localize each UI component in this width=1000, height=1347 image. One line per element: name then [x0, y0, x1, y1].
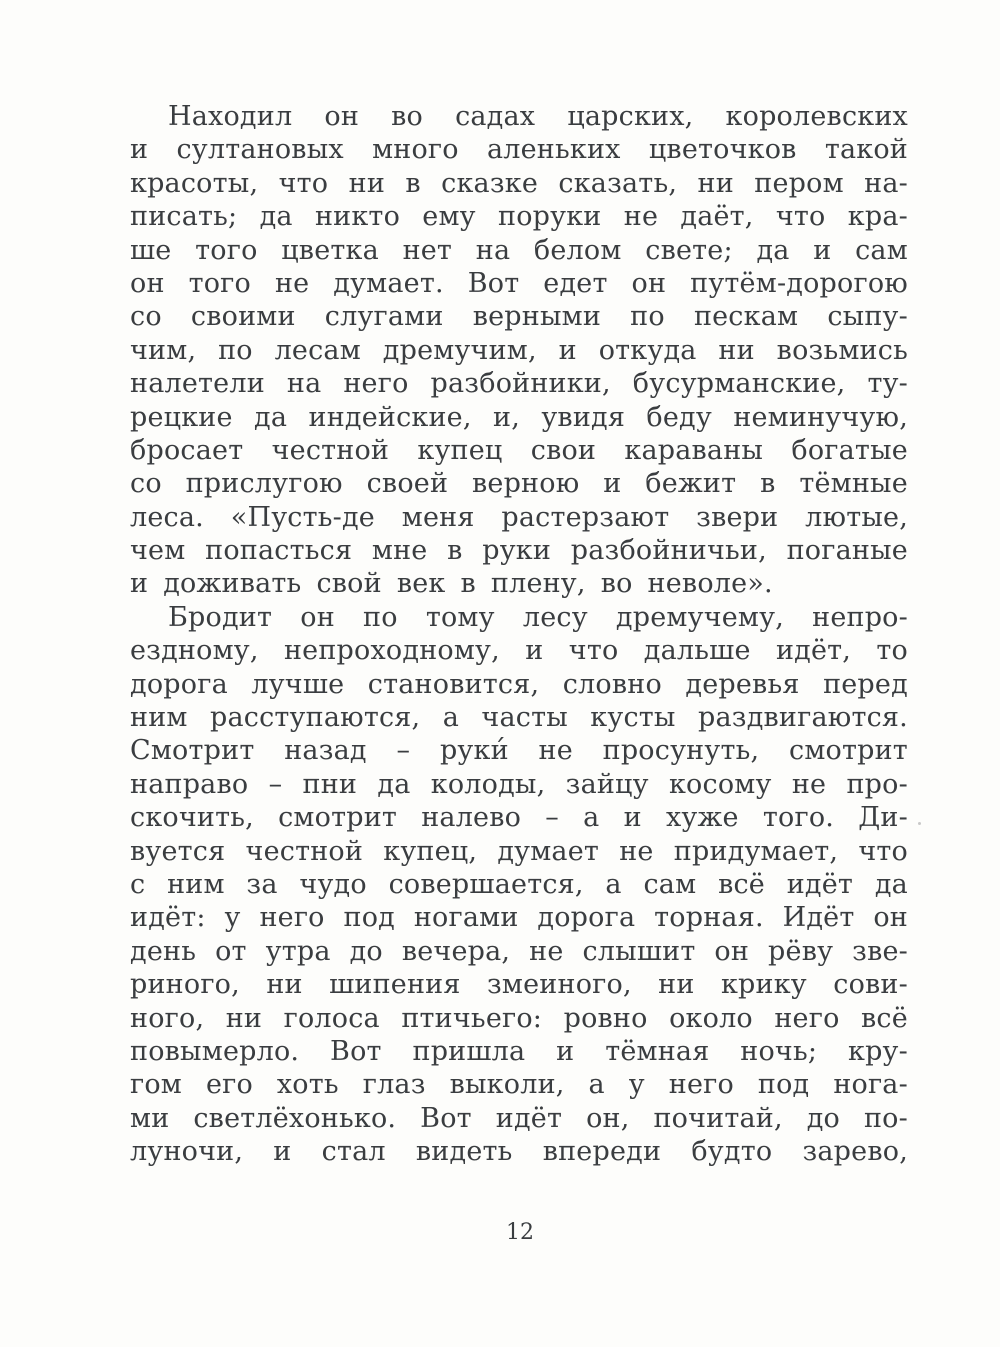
text-line: Смотрит назад – руки́ не просунуть, смотрит [130, 735, 908, 767]
text-line: ним расступаются, а часты кусты раздвигаются. [130, 702, 908, 734]
text-line: луночи, и стал видеть впереди будто зарево, [130, 1136, 908, 1168]
text-line: чем попасться мне в руки разбойничьи, поганые [130, 535, 908, 567]
text-line: направо – пни да колоды, зайцу косому не про- [130, 768, 908, 800]
text-line: дорога лучше становится, словно деревья перед [130, 668, 908, 700]
text-line: день от утра до вечера, не слышит он рёву зве- [130, 935, 908, 967]
text-line: чим, по лесам дремучим, и откуда ни возьмись [130, 334, 908, 366]
paper-speck [918, 822, 921, 825]
text-line: и султановых много аленьких цветочков такой [130, 134, 908, 166]
text-line: он того не думает. Вот едет он путём-дорогою [130, 267, 908, 299]
text-line: вуется честной купец, думает не придумает, что [130, 835, 908, 867]
text-line: налетели на него разбойники, бусурманские, ту- [130, 368, 908, 400]
text-line: риного, ни шипения змеиного, ни крику сови- [130, 969, 908, 1001]
text-line: скочить, смотрит налево – а и хуже того. Ди- [130, 802, 908, 834]
text-line: ездному, непроходному, и что дальше идёт, то [130, 635, 908, 667]
text-line: повымерло. Вот пришла и тёмная ночь; кру- [130, 1035, 908, 1067]
text-line: со своими слугами верными по пескам сыпу- [130, 301, 908, 333]
page-number: 12 [506, 1220, 534, 1245]
page-text [130, 100, 908, 1169]
text-line: рецкие да индейские, и, увидя беду неминучую, [130, 401, 908, 433]
text-line: красоты, что ни в сказке сказать, ни пером на- [130, 167, 908, 199]
text-line: бросает честной купец свои караваны богатые [130, 434, 908, 466]
text-line: гом его хоть глаз выколи, а у него под нога- [130, 1069, 908, 1101]
text-line: ного, ни голоса птичьего: ровно около него всё [130, 1002, 908, 1034]
text-line: леса. «Пусть-де меня растерзают звери лютые, [130, 501, 908, 533]
text-line: и доживать свой век в плену, во неволе». [130, 568, 773, 600]
text-line: с ним за чудо совершается, а сам всё идёт да [130, 868, 908, 900]
text-line: ше того цветка нет на белом свете; да и сам [130, 234, 908, 266]
text-line: ми светлёхонько. Вот идёт он, почитай, до по- [130, 1102, 908, 1134]
text-line: Бродит он по тому лесу дремучему, непро- [168, 601, 908, 633]
text-line: со прислугою своей верною и бежит в тёмные [130, 468, 908, 500]
text-line: Находил он во садах царских, королевских [168, 101, 908, 132]
text-line: идёт: у него под ногами дорога торная. Идёт он [130, 902, 908, 934]
text-line: писать; да никто ему поруки не даёт, что кра- [130, 201, 908, 233]
